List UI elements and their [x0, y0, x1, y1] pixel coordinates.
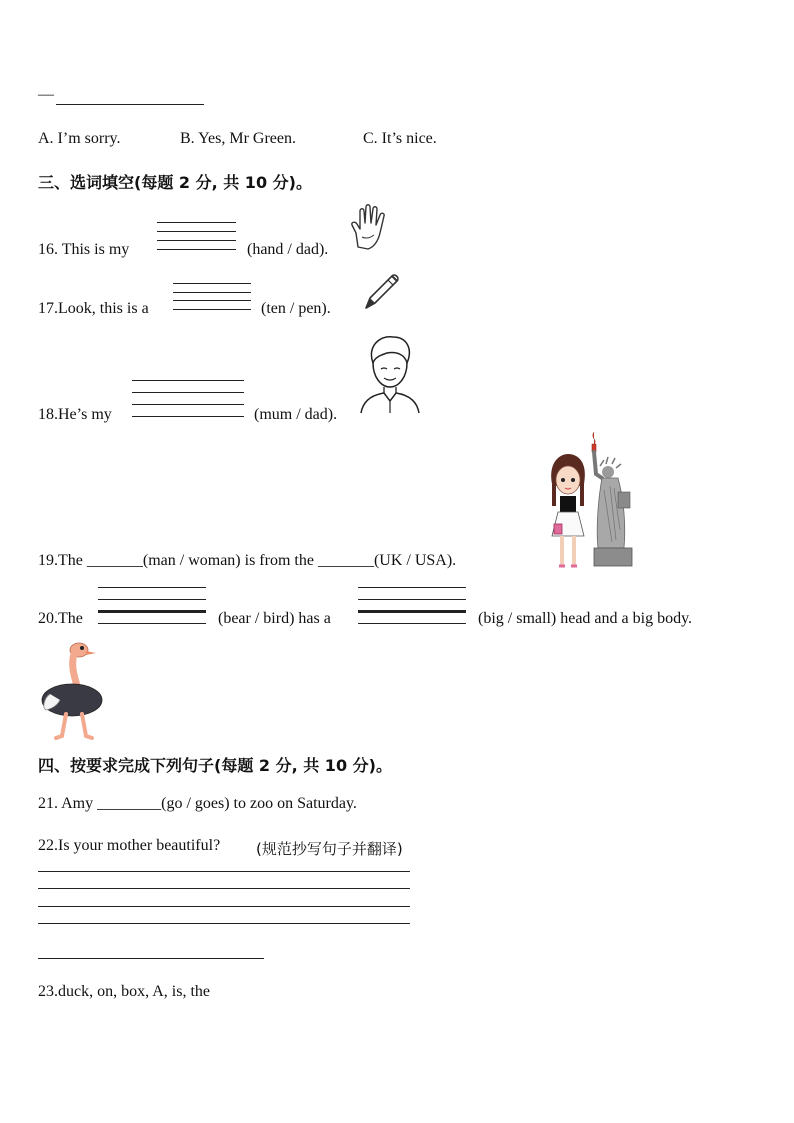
q16-prefix: 16. This is my [38, 241, 130, 258]
ostrich-icon [36, 638, 108, 742]
section-4-heading: 四、按要求完成下列句子(每题 2 分, 共 10 分)。 [38, 756, 392, 775]
option-c: C. It’s nice. [363, 130, 437, 147]
section-3-heading: 三、选词填空(每题 2 分, 共 10 分)。 [38, 173, 312, 192]
pen-icon [362, 270, 404, 312]
q17-prefix: 17.Look, this is a [38, 300, 149, 317]
q21-text: 21. Amy ________(go / goes) to zoo on Saturday. [38, 795, 357, 812]
q16-suffix: (hand / dad). [247, 241, 329, 258]
q20-prefix: 20.The [38, 610, 83, 627]
q22-text: 22.Is your mother beautiful? [38, 837, 221, 854]
q23-text: 23.duck, on, box, A, is, the [38, 983, 210, 1000]
q22-translation-line[interactable] [38, 958, 264, 959]
option-b: B. Yes, Mr Green. [180, 130, 296, 147]
man-icon [357, 333, 425, 415]
q18-prefix: 18.He’s my [38, 406, 112, 423]
q20-middle: (bear / bird) has a [218, 610, 331, 627]
q22-instruction: (规范抄写句子并翻译) [256, 840, 403, 858]
q20-suffix: (big / small) head and a big body. [478, 610, 693, 627]
q17-suffix: (ten / pen). [261, 300, 331, 317]
answer-blank-15[interactable] [56, 104, 204, 105]
q18-suffix: (mum / dad). [254, 406, 338, 423]
option-a: A. I’m sorry. [38, 130, 121, 147]
statue-of-liberty-icon [584, 430, 640, 570]
q19-text: 19.The _______(man / woman) is from the _______(UK / USA). [38, 552, 457, 569]
hand-icon [350, 203, 392, 251]
answer-dash: — [38, 86, 54, 103]
